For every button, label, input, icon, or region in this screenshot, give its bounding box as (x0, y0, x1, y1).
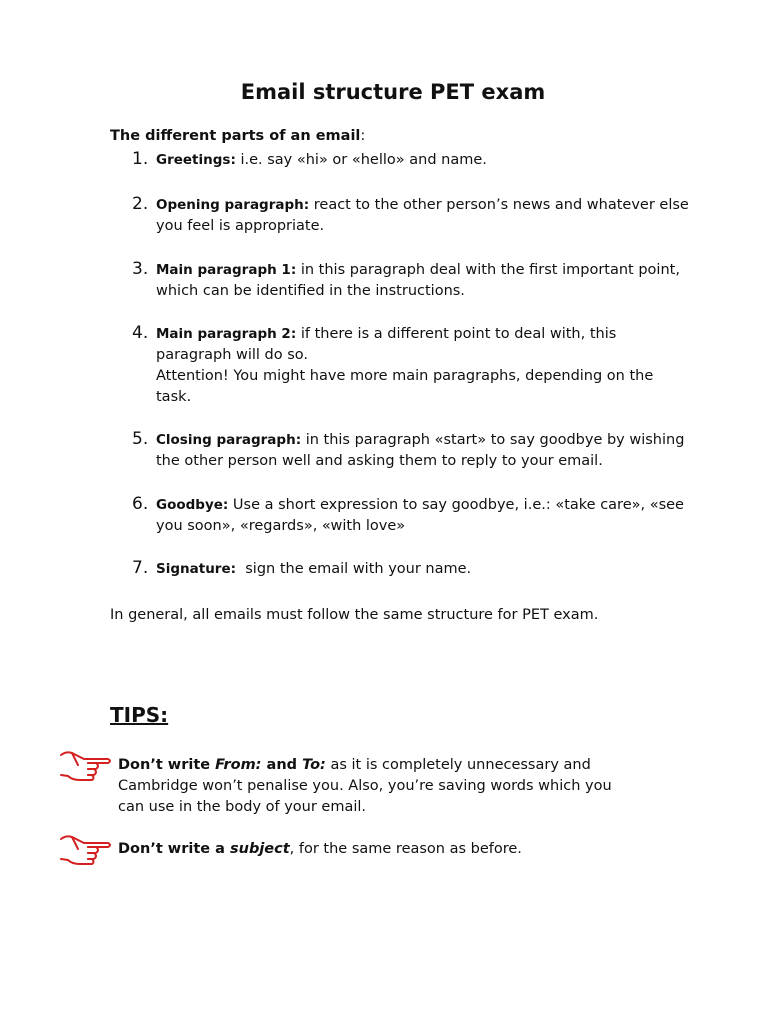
tip-bold: Don’t write (118, 757, 216, 773)
list-item (110, 195, 690, 237)
part-label: Main paragraph 2: (156, 326, 297, 342)
list-number: 4. (132, 323, 149, 343)
part-text: sign the email with your name. (236, 561, 472, 577)
part-label: Opening paragraph: (156, 197, 310, 213)
list-number: 7. (132, 558, 149, 578)
list-item (110, 150, 690, 171)
part-label: Closing paragraph: (156, 432, 302, 448)
list-number: 5. (132, 429, 149, 449)
intro-bold: The different parts of an email (110, 128, 361, 144)
general-note: In general, all emails must follow the same structure for PET exam. (110, 607, 599, 623)
tips-heading: TIPS: (110, 703, 169, 727)
part-label: Greetings: (156, 152, 236, 168)
part-label: Main paragraph 1: (156, 262, 297, 278)
list-item (110, 324, 690, 408)
list-item (110, 495, 690, 537)
part-label: Signature: (156, 561, 237, 577)
list-item (110, 430, 690, 472)
intro-line (110, 128, 365, 144)
tip-bold: Don’t write a (118, 841, 230, 857)
part-text: if there is a different point to deal with, this paragraph will do so. (156, 326, 617, 363)
tip-body: as it is completely unnecessary and Cambridge won’t penalise you. Also, you’re saving words which you can use in the body of your email. (118, 757, 612, 815)
pointing-hand-icon (58, 833, 114, 873)
tip-bold-italic: From: (215, 757, 262, 773)
list-number: 2. (132, 194, 149, 214)
email-parts-list (110, 150, 690, 580)
list-number: 1. (132, 149, 149, 169)
tip-bold: and (261, 757, 303, 773)
list-number: 6. (132, 494, 149, 514)
list-item (110, 559, 690, 580)
intro-colon: : (360, 128, 366, 144)
part-extra-text: Attention! You might have more main paragraphs, depending on the task. (156, 368, 654, 405)
pointing-hand-icon (58, 749, 114, 789)
list-item (110, 260, 690, 302)
page-title: Email structure PET exam (240, 80, 546, 104)
tip-bold-italic: To: (302, 757, 326, 773)
tip-body: , for the same reason as before. (289, 841, 522, 857)
part-text: in this paragraph deal with the first important point, which can be identified in the instructions. (156, 262, 680, 299)
part-label: Goodbye: (156, 497, 229, 513)
tip-text (118, 839, 618, 860)
part-text: react to the other person’s news and whatever else you feel is appropriate. (156, 197, 689, 234)
list-number: 3. (132, 259, 149, 279)
part-text: in this paragraph «start» to say goodbye by wishing the other person well and asking them to reply to your email. (156, 432, 685, 469)
tip-text (118, 755, 618, 818)
part-text: Use a short expression to say goodbye, i.e.: «take care», «see you soon», «regards», «with love» (156, 497, 684, 534)
tip-bold-italic: subject (229, 841, 290, 857)
part-text: i.e. say «hi» or «hello» and name. (235, 152, 487, 168)
